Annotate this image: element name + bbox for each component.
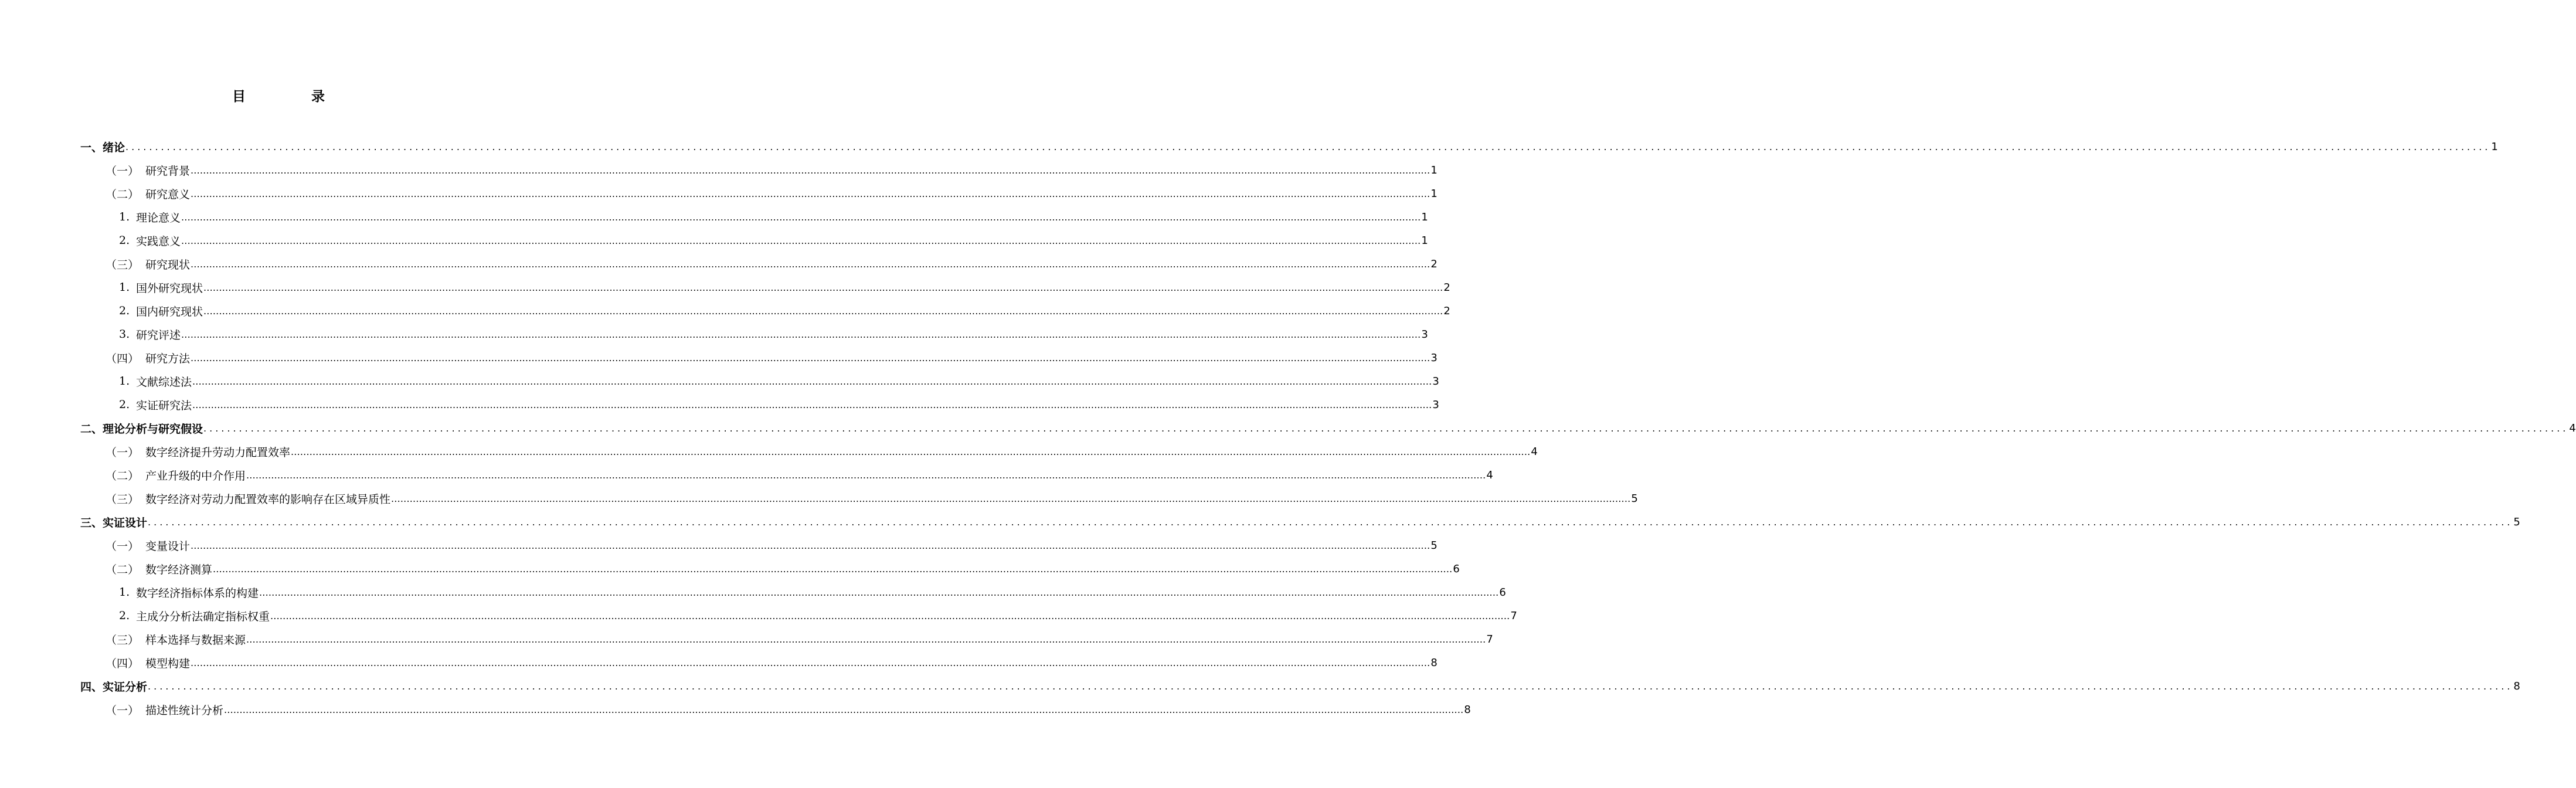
- toc-entry[interactable]: [80, 416, 2576, 440]
- dot-leader: ................................................................................................................................................................................................................................................................................................................................................................................................................: [181, 328, 1421, 340]
- toc-entry-page: 6: [1499, 586, 1506, 599]
- toc-entry-page: 2: [1430, 257, 1437, 270]
- toc-entry[interactable]: [106, 651, 1437, 674]
- page-title: 目 录: [232, 89, 355, 104]
- toc-entry-page: 1: [1421, 234, 1428, 247]
- toc-entry-title: 研究评述: [136, 328, 181, 342]
- toc-entry-title: 实践意义: [136, 235, 181, 248]
- toc-entry-title: 四、实证分析: [80, 680, 148, 694]
- toc-entry-title: 二、理论分析与研究假设: [80, 422, 203, 436]
- toc-entry[interactable]: [119, 229, 1428, 252]
- dot-leader: ................................................................................................................................................................................................................................................................................................................................................................................................................: [148, 680, 2513, 692]
- toc-entry-title: 样本选择与数据来源: [145, 633, 246, 647]
- dot-leader: ................................................................................................................................................................................................................................................................................................................................................................................................................: [191, 188, 1430, 199]
- toc-entry[interactable]: [119, 369, 1439, 393]
- toc-entry-number: （四）: [106, 352, 140, 365]
- toc-entry[interactable]: [119, 580, 1506, 604]
- toc-entry[interactable]: [106, 346, 1437, 369]
- toc-entry-page: 3: [1432, 375, 1439, 388]
- toc-entry-page: 4: [1486, 468, 1493, 481]
- toc-entry-number: （一）: [106, 446, 140, 459]
- toc-entry[interactable]: [119, 276, 1450, 299]
- dot-leader: ................................................................................................................................................................................................................................................................................................................................................................................................................: [213, 563, 1453, 575]
- toc-entry-page: 8: [2513, 680, 2520, 692]
- toc-entry[interactable]: [80, 674, 2520, 698]
- toc-entry-title: 研究方法: [145, 352, 191, 365]
- toc-entry-page: 7: [1486, 633, 1493, 646]
- dot-leader: ................................................................................................................................................................................................................................................................................................................................................................................................................: [125, 141, 2491, 152]
- dot-leader: ................................................................................................................................................................................................................................................................................................................................................................................................................: [191, 539, 1430, 551]
- toc-entry-page: 5: [1430, 539, 1437, 552]
- toc-entry-title: 数字经济测算: [145, 563, 213, 576]
- toc-entry-page: 1: [2491, 140, 2498, 153]
- toc-entry-title: 一、绪论: [80, 141, 125, 154]
- toc-entry-title: 国内研究现状: [136, 305, 203, 318]
- toc-entry-number: 2.: [119, 609, 130, 622]
- toc-entry-title: 研究现状: [145, 258, 191, 271]
- dot-leader: ................................................................................................................................................................................................................................................................................................................................................................................................................: [224, 704, 1464, 715]
- toc-entry-page: 2: [1443, 304, 1450, 317]
- toc-entry-title: 主成分分析法确定指标权重: [136, 610, 270, 623]
- dot-leader: ................................................................................................................................................................................................................................................................................................................................................................................................................: [246, 469, 1486, 481]
- toc-entry-page: 1: [1421, 210, 1428, 223]
- toc-entry-title: 产业升级的中介作用: [145, 469, 246, 483]
- toc-entry[interactable]: [106, 158, 1437, 182]
- toc-entry[interactable]: [80, 135, 2498, 158]
- dot-leader: ................................................................................................................................................................................................................................................................................................................................................................................................................: [203, 281, 1443, 293]
- dot-leader: ................................................................................................................................................................................................................................................................................................................................................................................................................: [259, 586, 1499, 598]
- toc-entry[interactable]: [119, 205, 1428, 229]
- toc-entry-title: 文献综述法: [136, 375, 192, 389]
- toc-entry-number: （二）: [106, 563, 140, 576]
- toc-entry-number: 1.: [119, 210, 130, 223]
- dot-leader: ................................................................................................................................................................................................................................................................................................................................................................................................................: [181, 211, 1421, 223]
- toc-entry-title: 模型构建: [145, 657, 191, 670]
- toc-entry-page: 7: [1510, 609, 1517, 622]
- toc-entry-number: （一）: [106, 164, 140, 178]
- toc-entry-title: 研究背景: [145, 164, 191, 178]
- toc-entry[interactable]: [106, 534, 1437, 557]
- toc-entry-title: 数字经济对劳动力配置效率的影响存在区域异质性: [145, 492, 391, 506]
- dot-leader: ................................................................................................................................................................................................................................................................................................................................................................................................................: [191, 657, 1430, 668]
- toc-entry-number: 1.: [119, 375, 130, 388]
- dot-leader: ................................................................................................................................................................................................................................................................................................................................................................................................................: [191, 258, 1430, 270]
- toc-entry[interactable]: [106, 487, 1638, 510]
- toc-entry[interactable]: [106, 182, 1437, 205]
- toc-entry[interactable]: [119, 322, 1428, 346]
- dot-leader: ................................................................................................................................................................................................................................................................................................................................................................................................................: [391, 492, 1631, 504]
- toc-entry[interactable]: [80, 510, 2520, 534]
- toc-entry[interactable]: [106, 698, 1471, 721]
- dot-leader: ................................................................................................................................................................................................................................................................................................................................................................................................................: [192, 375, 1432, 387]
- dot-leader: ................................................................................................................................................................................................................................................................................................................................................................................................................: [203, 305, 1443, 317]
- toc-entry-number: （三）: [106, 492, 140, 506]
- toc-entry[interactable]: [106, 463, 1493, 487]
- toc-entry-page: 1: [1430, 187, 1437, 200]
- toc-entry-title: 实证研究法: [136, 399, 192, 412]
- toc-entry-number: （一）: [106, 539, 140, 553]
- toc-entry-page: 2: [1443, 281, 1450, 294]
- toc-entry-number: 2.: [119, 234, 130, 247]
- toc-entry-page: 4: [2569, 422, 2576, 434]
- dot-leader: ................................................................................................................................................................................................................................................................................................................................................................................................................: [246, 633, 1486, 645]
- toc-entry-number: 3.: [119, 328, 130, 341]
- toc-entry-number: （二）: [106, 188, 140, 201]
- toc-entry-page: 6: [1453, 562, 1460, 575]
- toc-entry-number: 2.: [119, 304, 130, 317]
- toc-entry-number: 1.: [119, 281, 130, 294]
- toc-entry-number: （三）: [106, 633, 140, 647]
- toc-entry[interactable]: [119, 604, 1517, 627]
- dot-leader: ................................................................................................................................................................................................................................................................................................................................................................................................................: [181, 235, 1421, 246]
- toc-entry[interactable]: [106, 252, 1437, 276]
- toc-entry-title: 数字经济指标体系的构建: [136, 586, 259, 600]
- toc-entry-title: 研究意义: [145, 188, 191, 201]
- toc-entry-number: （二）: [106, 469, 140, 483]
- toc-entry-number: （四）: [106, 657, 140, 670]
- dot-leader: ................................................................................................................................................................................................................................................................................................................................................................................................................: [148, 516, 2513, 528]
- toc-entry-page: 8: [1430, 656, 1437, 669]
- toc-entry[interactable]: [106, 627, 1493, 651]
- toc-entry-page: 3: [1430, 351, 1437, 364]
- toc-entry-title: 国外研究现状: [136, 281, 203, 295]
- toc-entry-title: 描述性统计分析: [145, 704, 224, 717]
- dot-leader: ................................................................................................................................................................................................................................................................................................................................................................................................................: [192, 399, 1432, 410]
- dot-leader: ................................................................................................................................................................................................................................................................................................................................................................................................................: [291, 446, 1531, 457]
- toc-entry-number: （三）: [106, 258, 140, 271]
- toc-entry-title: 数字经济提升劳动力配置效率: [145, 446, 291, 459]
- toc-entry[interactable]: [106, 440, 1538, 463]
- dot-leader: ................................................................................................................................................................................................................................................................................................................................................................................................................: [203, 422, 2569, 434]
- toc-entry-number: （一）: [106, 704, 140, 717]
- toc-entry-page: 8: [1464, 703, 1471, 716]
- dot-leader: ................................................................................................................................................................................................................................................................................................................................................................................................................: [191, 352, 1430, 364]
- toc-entry-title: 三、实证设计: [80, 516, 148, 529]
- toc-entry-page: 5: [2513, 515, 2520, 528]
- toc-entry[interactable]: [119, 299, 1450, 322]
- toc-entry-title: 变量设计: [145, 539, 191, 553]
- toc-entry[interactable]: [119, 393, 1439, 416]
- toc-entry-number: 2.: [119, 398, 130, 411]
- toc-entry-page: 3: [1432, 398, 1439, 411]
- toc-entry-page: 4: [1531, 445, 1538, 458]
- toc-entry[interactable]: [106, 557, 1460, 580]
- toc-entry-title: 理论意义: [136, 211, 181, 225]
- dot-leader: ................................................................................................................................................................................................................................................................................................................................................................................................................: [191, 164, 1430, 176]
- toc-entry-page: 3: [1421, 328, 1428, 341]
- toc-entry-page: 5: [1631, 492, 1638, 505]
- dot-leader: ................................................................................................................................................................................................................................................................................................................................................................................................................: [270, 610, 1510, 621]
- toc-entry-page: 1: [1430, 164, 1437, 176]
- toc-entry-number: 1.: [119, 586, 130, 599]
